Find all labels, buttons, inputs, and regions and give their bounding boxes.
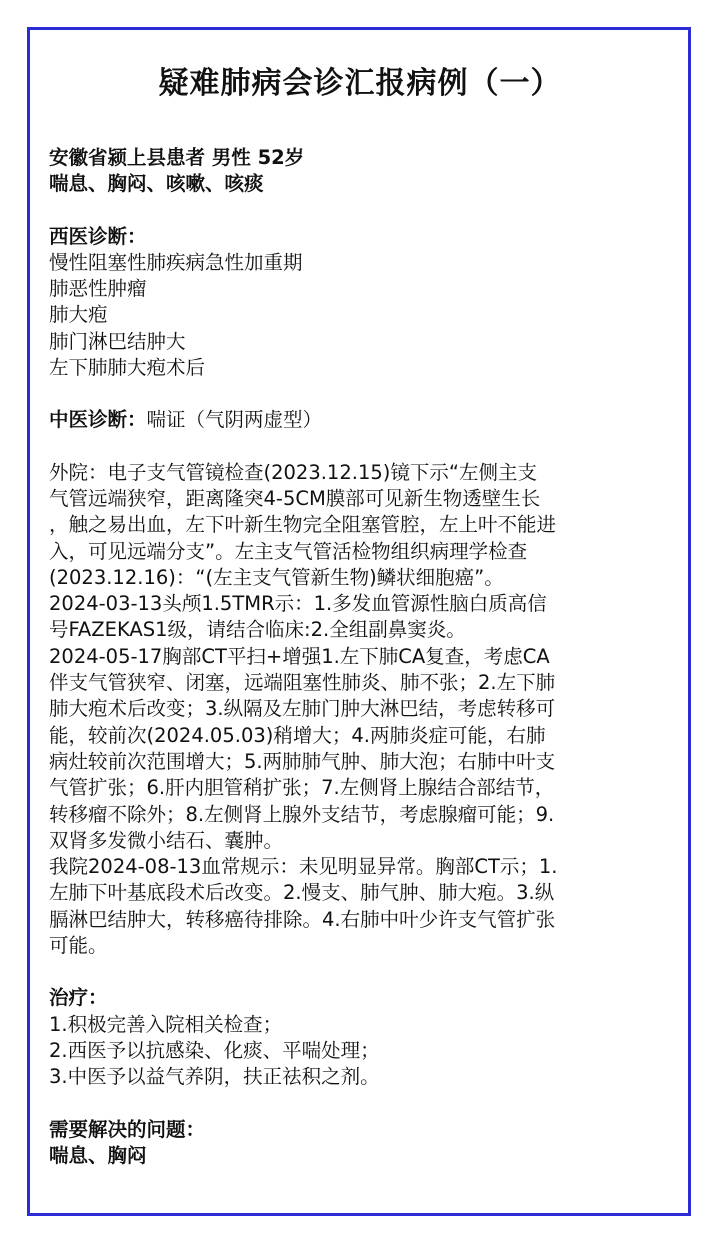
tcm-diagnosis	[49, 407, 679, 433]
history-line: 肺大疱术后改变；3.纵隔及左肺门肿大淋巴结，考虑转移可	[49, 697, 556, 721]
history-line: 伴支气管狭窄、闭塞，远端阻塞性肺炎、肺不张；2.左下肺	[49, 671, 556, 695]
history-line: 转移瘤不除外；8.左侧肾上腺外支结节，考虑腺瘤可能；9.	[49, 802, 555, 826]
history-line: 气管扩张；6.肝内胆管稍扩张；7.左侧肾上腺结合部结节，	[49, 776, 555, 800]
patient-symptoms: 喘息、胸闷、咳嗽、咳痰	[49, 172, 264, 196]
history-line: (2023.12.16)：“(左主支气管新生物)鳞状细胞癌”。	[49, 565, 504, 589]
western-diagnosis-item: 肺门淋巴结肿大	[49, 329, 186, 353]
treatment-item: 2.西医予以抗感染、化痰、平喘处理；	[49, 1038, 380, 1062]
western-diagnosis-item: 左下肺肺大疱术后	[49, 356, 206, 380]
tcm-diagnosis-heading: 中医诊断：	[49, 408, 147, 432]
history-line: 2024-05-17胸部CT平扫+增强1.左下肺CA复查，考虑CA	[49, 644, 550, 668]
history-line: ，触之易出血，左下叶新生物完全阻塞管腔，左上叶不能进	[49, 513, 557, 537]
history-line: 我院2024-08-13血常规示：未见明显异常。胸部CT示；1.	[49, 855, 558, 879]
history-line: 膈淋巴结肿大，转移癌待排除。4.右肺中叶少许支气管扩张	[49, 907, 556, 931]
treatment-heading: 治疗：	[49, 986, 108, 1010]
history-line: 外院：电子支气管镜检查(2023.12.15)镜下示“左侧主支	[49, 460, 537, 484]
history-line: 双肾多发微小结石、囊肿。	[49, 828, 284, 852]
history-line: 入，可见远端分支”。左主支气管活检物组织病理学检查	[49, 539, 528, 563]
history-line: 2024-03-13头颅1.5TMR示：1.多发血管源性脑白质高信	[49, 592, 547, 616]
page-title: 疑难肺病会诊汇报病例（一）	[158, 66, 562, 101]
history-line: 可能。	[49, 934, 108, 958]
history-line: 号FAZEKAS1级，请结合临床:2.全组副鼻窦炎。	[49, 618, 466, 642]
case-content	[49, 145, 679, 1169]
problems-heading: 需要解决的问题：	[49, 1117, 206, 1141]
patient-info: 安徽省颍上县患者 男性 52岁	[49, 146, 305, 169]
treatment-item: 1.积极完善入院相关检查；	[49, 1012, 283, 1036]
tcm-diagnosis-value: 喘证（气阴两虚型）	[146, 408, 323, 432]
western-diagnosis-item: 肺大疱	[49, 303, 108, 327]
treatment-item: 3.中医予以益气养阴，扶正祛积之剂。	[49, 1065, 380, 1089]
problems-value: 喘息、胸闷	[49, 1143, 147, 1167]
western-diagnosis-item: 慢性阻塞性肺疾病急性加重期	[49, 250, 303, 274]
history-line: 气管远端狭窄，距离隆突4-5CM膜部可见新生物透壁生长	[49, 486, 541, 510]
history-line: 能，较前次(2024.05.03)稍增大；4.两肺炎症可能，右肺	[49, 723, 546, 747]
western-diagnosis-heading: 西医诊断：	[49, 224, 147, 248]
history-block	[49, 460, 679, 960]
history-line: 左肺下叶基底段术后改变。2.慢支、肺气肿、肺大疱。3.纵	[49, 881, 555, 905]
history-line: 病灶较前次范围增大；5.两肺肺气肿、肺大泡；右肺中叶支	[49, 749, 556, 773]
western-diagnosis-item: 肺恶性肿瘤	[49, 277, 147, 301]
